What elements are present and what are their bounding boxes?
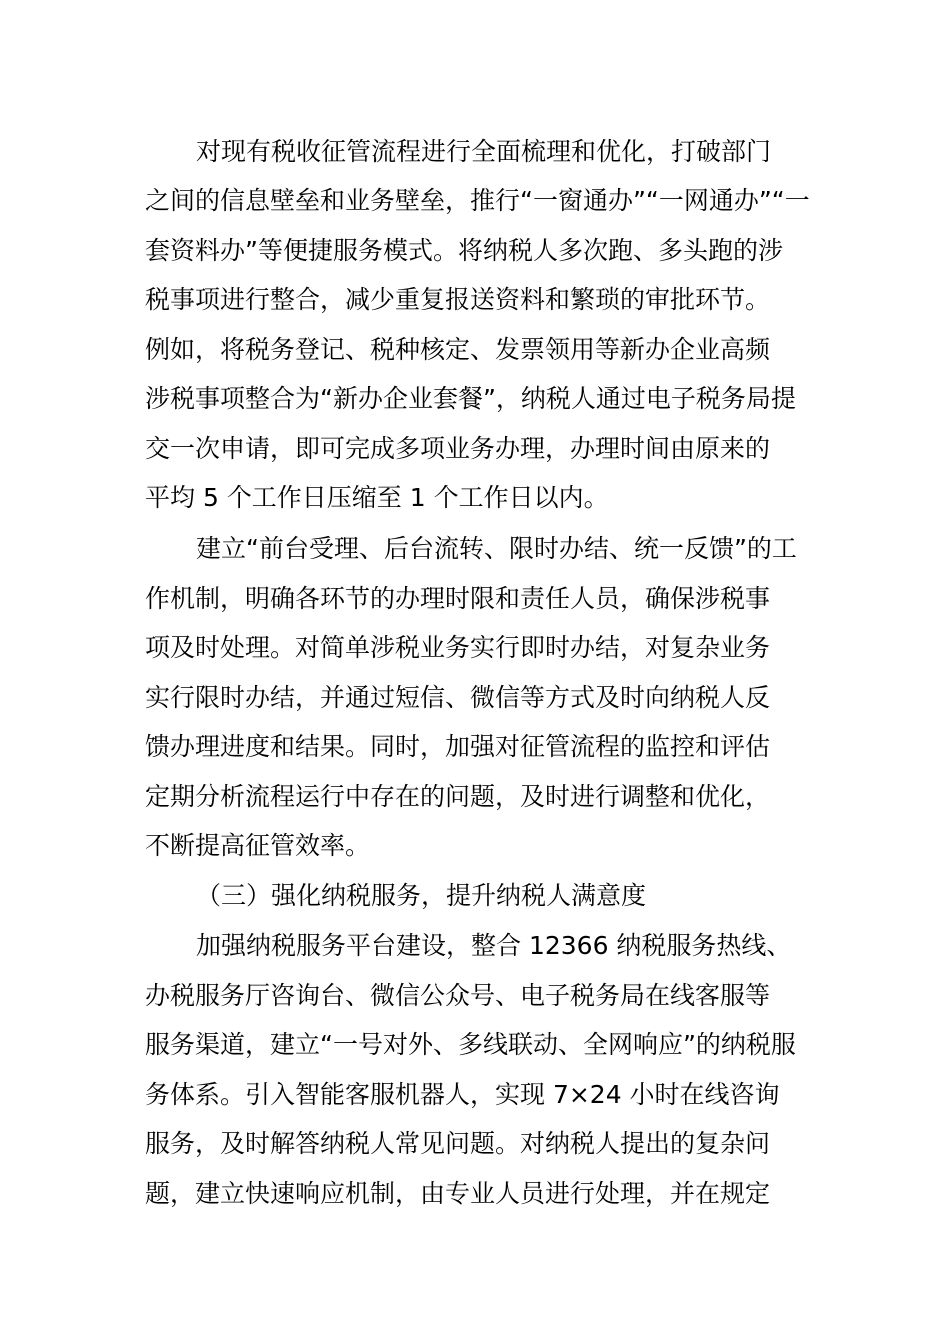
- paragraph-2-line-3: 项及时处理。对简单涉税业务实行即时办结，对复杂业务: [145, 633, 771, 662]
- paragraph-3-line-5: 服务，及时解答纳税人常见问题。对纳税人提出的复杂问: [145, 1129, 771, 1158]
- paragraph-2-line-2: 作机制，明确各环节的办理时限和责任人员，确保涉税事: [145, 584, 771, 613]
- paragraph-1-line-7: 交一次申请，即可完成多项业务办理，办理时间由原来的: [145, 434, 771, 463]
- paragraph-1-line-6: 涉税事项整合为“新办企业套餐”，纳税人通过电子税务局提: [145, 384, 796, 413]
- paragraph-1-line-5: 例如，将税务登记、税种核定、发票领用等新办企业高频: [145, 335, 771, 364]
- paragraph-3-line-3: 服务渠道，建立“一号对外、多线联动、全网响应”的纳税服: [145, 1030, 796, 1059]
- paragraph-2-line-4: 实行限时办结，并通过短信、微信等方式及时向纳税人反: [145, 683, 771, 712]
- paragraph-2-line-5: 馈办理进度和结果。同时，加强对征管流程的监控和评估: [145, 732, 771, 761]
- paragraph-2-line-1: 建立“前台受理、后台流转、限时办结、统一反馈”的工: [196, 534, 797, 563]
- paragraph-3-line-1: 加强纳税服务平台建设，整合 12366 纳税服务热线、: [196, 931, 792, 960]
- paragraph-1-line-1: 对现有税收征管流程进行全面梳理和优化，打破部门: [196, 137, 772, 166]
- paragraph-2-line-7: 不断提高征管效率。: [145, 831, 371, 860]
- paragraph-3-line-4: 务体系。引入智能客服机器人，实现 7×24 小时在线咨询: [145, 1080, 780, 1109]
- paragraph-3-line-6: 题，建立快速响应机制，由专业人员进行处理，并在规定: [145, 1179, 771, 1208]
- paragraph-1-line-3: 套资料办”等便捷服务模式。将纳税人多次跑、多头跑的涉: [145, 236, 783, 265]
- paragraph-1-line-8: 平均 5 个工作日压缩至 1 个工作日以内。: [145, 483, 609, 512]
- section-heading: （三）强化纳税服务，提升纳税人满意度: [196, 881, 647, 910]
- paragraph-1-line-4: 税事项进行整合，减少重复报送资料和繁琐的审批环节。: [145, 285, 771, 314]
- paragraph-1-line-2: 之间的信息壁垒和业务壁垒，推行“一窗通办”“一网通办”“一: [145, 186, 810, 215]
- paragraph-3-line-2: 办税服务厅咨询台、微信公众号、电子税务局在线客服等: [145, 981, 771, 1010]
- paragraph-2-line-6: 定期分析流程运行中存在的问题，及时进行调整和优化，: [145, 782, 771, 811]
